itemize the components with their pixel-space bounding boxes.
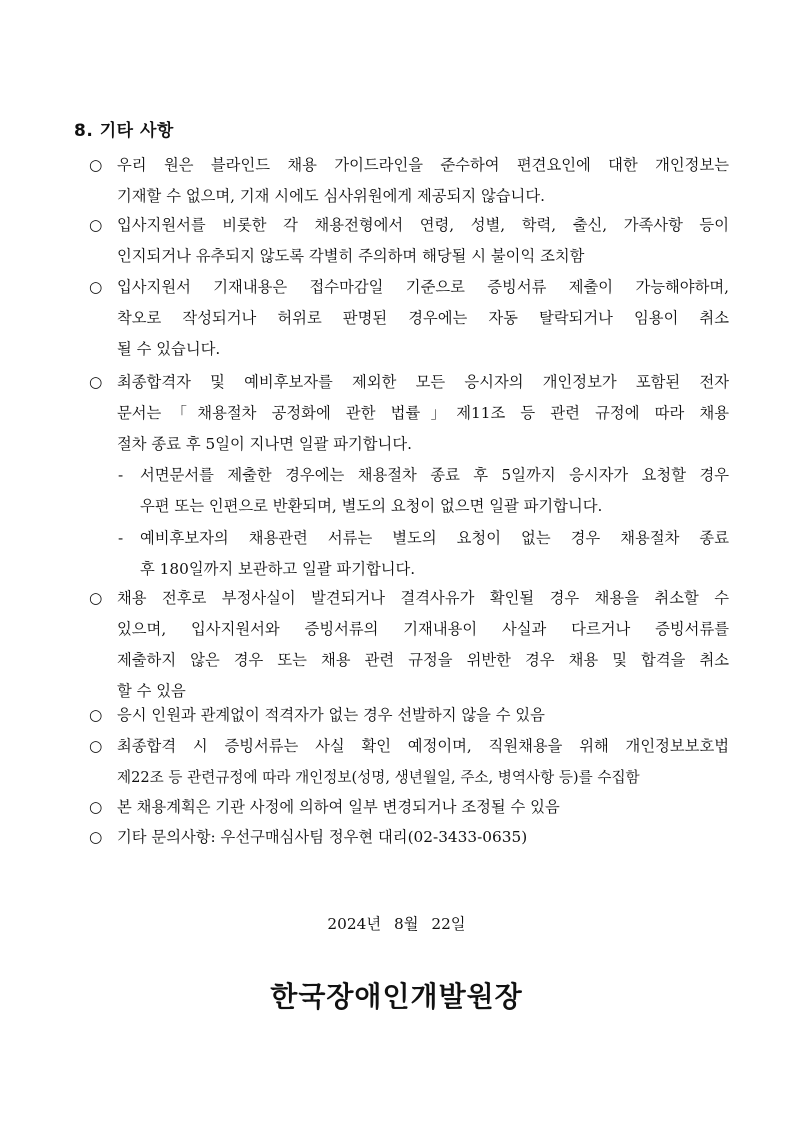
circle-bullet-icon: ○ — [89, 156, 103, 174]
section-heading: 8. 기타 사항 — [74, 121, 174, 141]
circle-bullet-icon: ○ — [89, 216, 103, 234]
circle-bullet-icon: ○ — [89, 737, 103, 755]
circle-bullet-icon: ○ — [89, 278, 103, 296]
circle-bullet-icon: ○ — [89, 798, 103, 816]
dash-bullet: - — [118, 529, 124, 547]
circle-bullet-icon: ○ — [89, 828, 103, 846]
circle-bullet-icon: ○ — [89, 706, 103, 724]
document-page: 8. 기타 사항 ○ 우리 원은 블라인드 채용 가이드라인을 준수하여 편견요인에 대한 개인정보는 기재할 수 없으며, 기재 시에도 심사위원에게 제공되지 않습니다. ○ 입사지원서를 비롯한 각 채용전형에서 연령, 성별, 학력, 출신, 가족사항 등이 인지되거나 유추되지 않도록 각별히 주의하며 해당될 시 불이익 조치함 ○ 입사지원서 기재내용은 접수마감일 기준으로 증빙서류 제출이 가능해야하며, 착오로 작성되거나 허위로 판명된 경우에는 자동 탈락되거나 임용이 취소 될 수 있습니다. ○ 최종합격자 및 예비후보자를 제외한 모든 응시자의 개인정보가 포함된 전자 문서는「채용절차 공정화에 관한 법률」제11조 등 관련 규정에 따라 채용 절차 종료 후 5일이 지나면 일괄 파기합니다. - 서면문서를 제출한 경우에는 채용절차 종료 후 5일까지 응시자가 요청할 경우 우편 또는 인편으로 반환되며, 별도의 요청이 없으면 일괄 파기합니다. - 예비후보자의 채용관련 서류는 별도의 요청이 없는 경우 채용절차 종료 후 180일까지 보관하고 일괄 파기합니다. ○ 채용 전후로 부정사실이 발견되거나 결격사유가 확인될 경우 채용을 취소할 수 있으며, 입사지원서와 증빙서류의 기재내용이 사실과 다르거나 증빙서류를 제출하지 않은 경우 또는 채용 관련 규정을 위반한 경우 채용 및 합격을 취소 할 수 있음 ○ 응시 인원과 관계없이 적격자가 없는 경우 선발하지 않을 수 있음 ○ 최종합격 시 증빙서류는 사실 확인 예정이며, 직원채용을 위해 개인정보보호법 제22조 등 관련규정에 따라 개인정보(성명, 생년월일, 주소, 병역사항 등)를 수집함 ○ 본 채용계획은 기관 사정에 의하여 일부 변경되거나 조정될 수 있음 ○ 기타 문의사항: 우선구매심사팀 정우현 대리(02-3433-0635) 2024년 8월 22일 한국장애인개발원장 — [0, 0, 793, 1121]
dash-bullet: - — [118, 466, 124, 484]
circle-bullet-icon: ○ — [89, 589, 103, 607]
circle-bullet-icon: ○ — [89, 373, 103, 391]
issuing-organization: 한국장애인개발원장 — [270, 980, 523, 1013]
document-date: 2024년 8월 22일 — [327, 915, 466, 933]
